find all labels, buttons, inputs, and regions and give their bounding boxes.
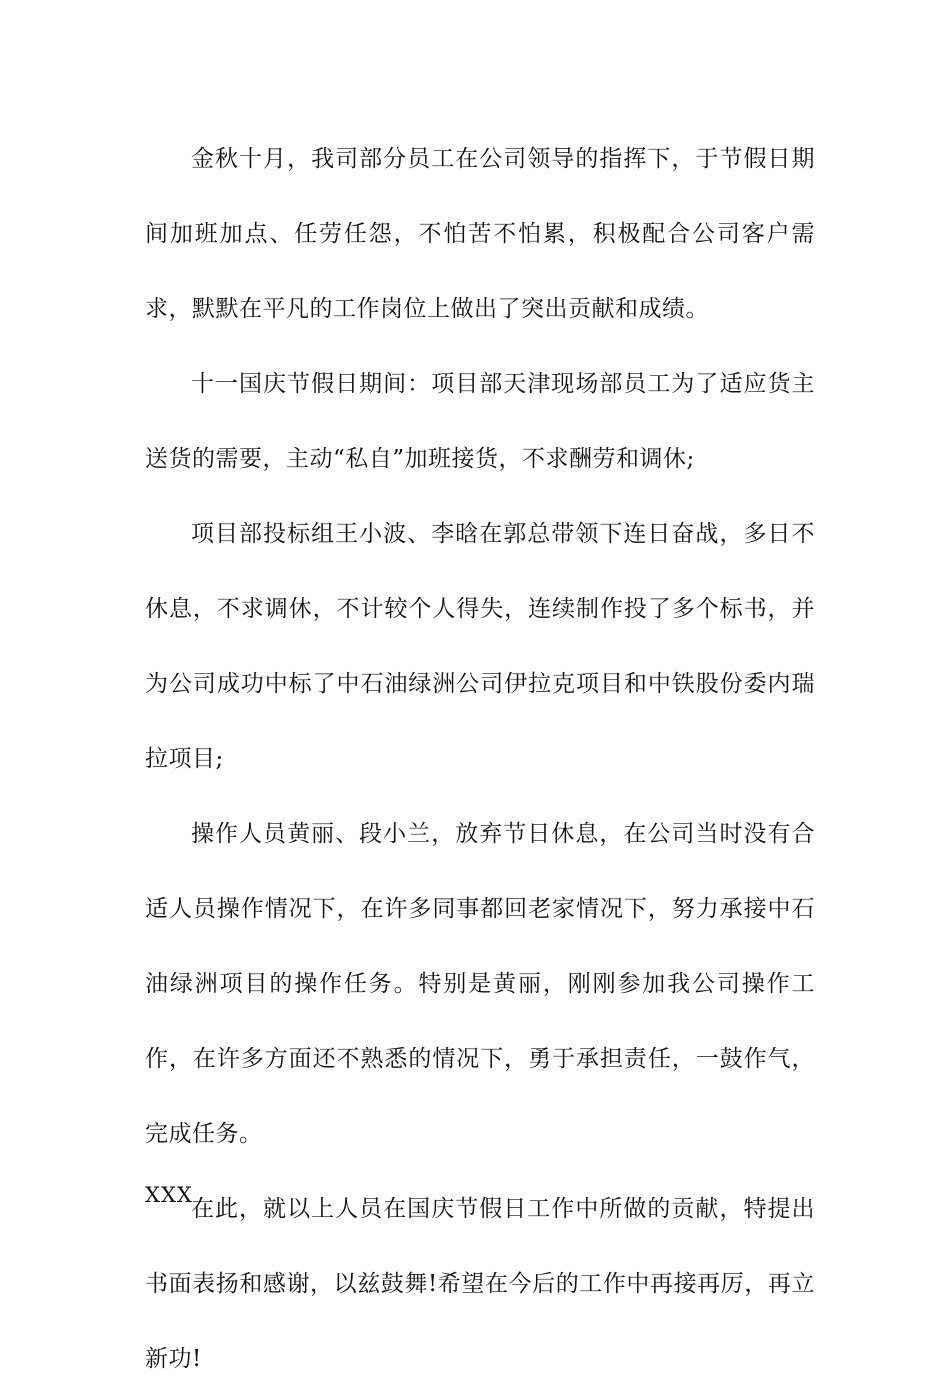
paragraph-national-day: 十一国庆节假日期间：项目部天津现场部员工为了适应货主送货的需要，主动“私自”加班接货，不求酬劳和调休; [145, 371, 815, 472]
paragraph-bidding-team: 项目部投标组王小波、李晗在郭总带领下连日奋战，多日不休息，不求调休，不计较个人得失，连续制作投了多个标书，并为公司成功中标了中石油绿洲公司伊拉克项目和中铁股份委内瑞拉项目; [145, 521, 815, 772]
document-body [145, 122, 815, 1397]
signature: XXX [145, 1183, 193, 1207]
paragraph-commendation: 在此，就以上人员在国庆节假日工作中所做的贡献，特提出书面表扬和感谢，以兹鼓舞!希望在今后的工作中再接再厉，再立新功! [145, 1196, 815, 1372]
paragraph-operators: 操作人员黄丽、段小兰，放弃节日休息，在公司当时没有合适人员操作情况下，在许多同事都回老家情况下，努力承接中石油绿洲项目的操作任务。特别是黄丽，刚刚参加我公司操作工作，在许多方面还不熟悉的情况下，勇于承担责任，一鼓作气，完成任务。 [145, 821, 815, 1147]
paragraph-intro: 金秋十月，我司部分员工在公司领导的指挥下，于节假日期间加班加点、任劳任怨，不怕苦不怕累，积极配合公司客户需求，默默在平凡的工作岗位上做出了突出贡献和成绩。 [145, 146, 815, 322]
